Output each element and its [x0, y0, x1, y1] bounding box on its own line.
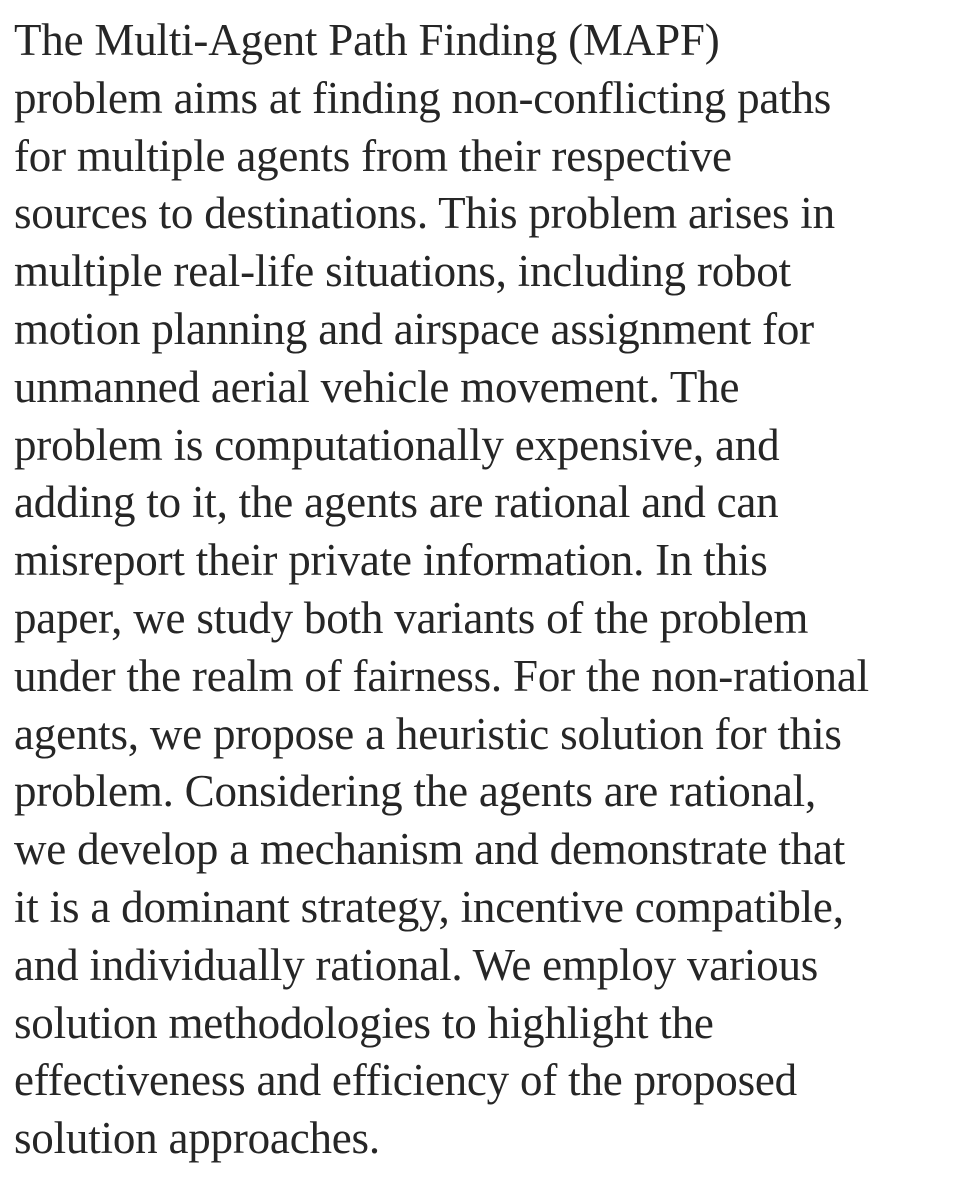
text-line: unmanned aerial vehicle movement. The: [14, 361, 740, 412]
text-line: adding to it, the agents are rational and can: [14, 477, 779, 528]
text-line: problem is computationally expensive, and: [14, 419, 780, 470]
text-line: motion planning and airspace assignment for: [14, 303, 814, 354]
text-line: effectiveness and efficiency of the proposed: [14, 1055, 797, 1106]
abstract-paragraph: [14, 12, 954, 1168]
text-line: under the realm of fairness. For the non-rational: [14, 650, 869, 701]
text-line: multiple real-life situations, including robot: [14, 246, 791, 297]
text-line: it is a dominant strategy, incentive compatible,: [14, 881, 844, 932]
text-line: for multiple agents from their respective: [14, 130, 732, 181]
text-line: paper, we study both variants of the problem: [14, 592, 809, 643]
text-line: we develop a mechanism and demonstrate that: [14, 824, 846, 875]
text-line: and individually rational. We employ various: [14, 939, 819, 990]
text-line: The Multi-Agent Path Finding (MAPF): [14, 15, 720, 65]
text-line: solution methodologies to highlight the: [14, 997, 714, 1048]
text-line: misreport their private information. In this: [14, 535, 768, 586]
text-line: problem aims at finding non-conflicting paths: [14, 72, 832, 123]
text-line: problem. Considering the agents are rational,: [14, 766, 817, 817]
text-line: sources to destinations. This problem arises in: [14, 188, 835, 239]
text-line: agents, we propose a heuristic solution for this: [14, 708, 842, 759]
text-line: solution approaches.: [14, 1113, 380, 1164]
